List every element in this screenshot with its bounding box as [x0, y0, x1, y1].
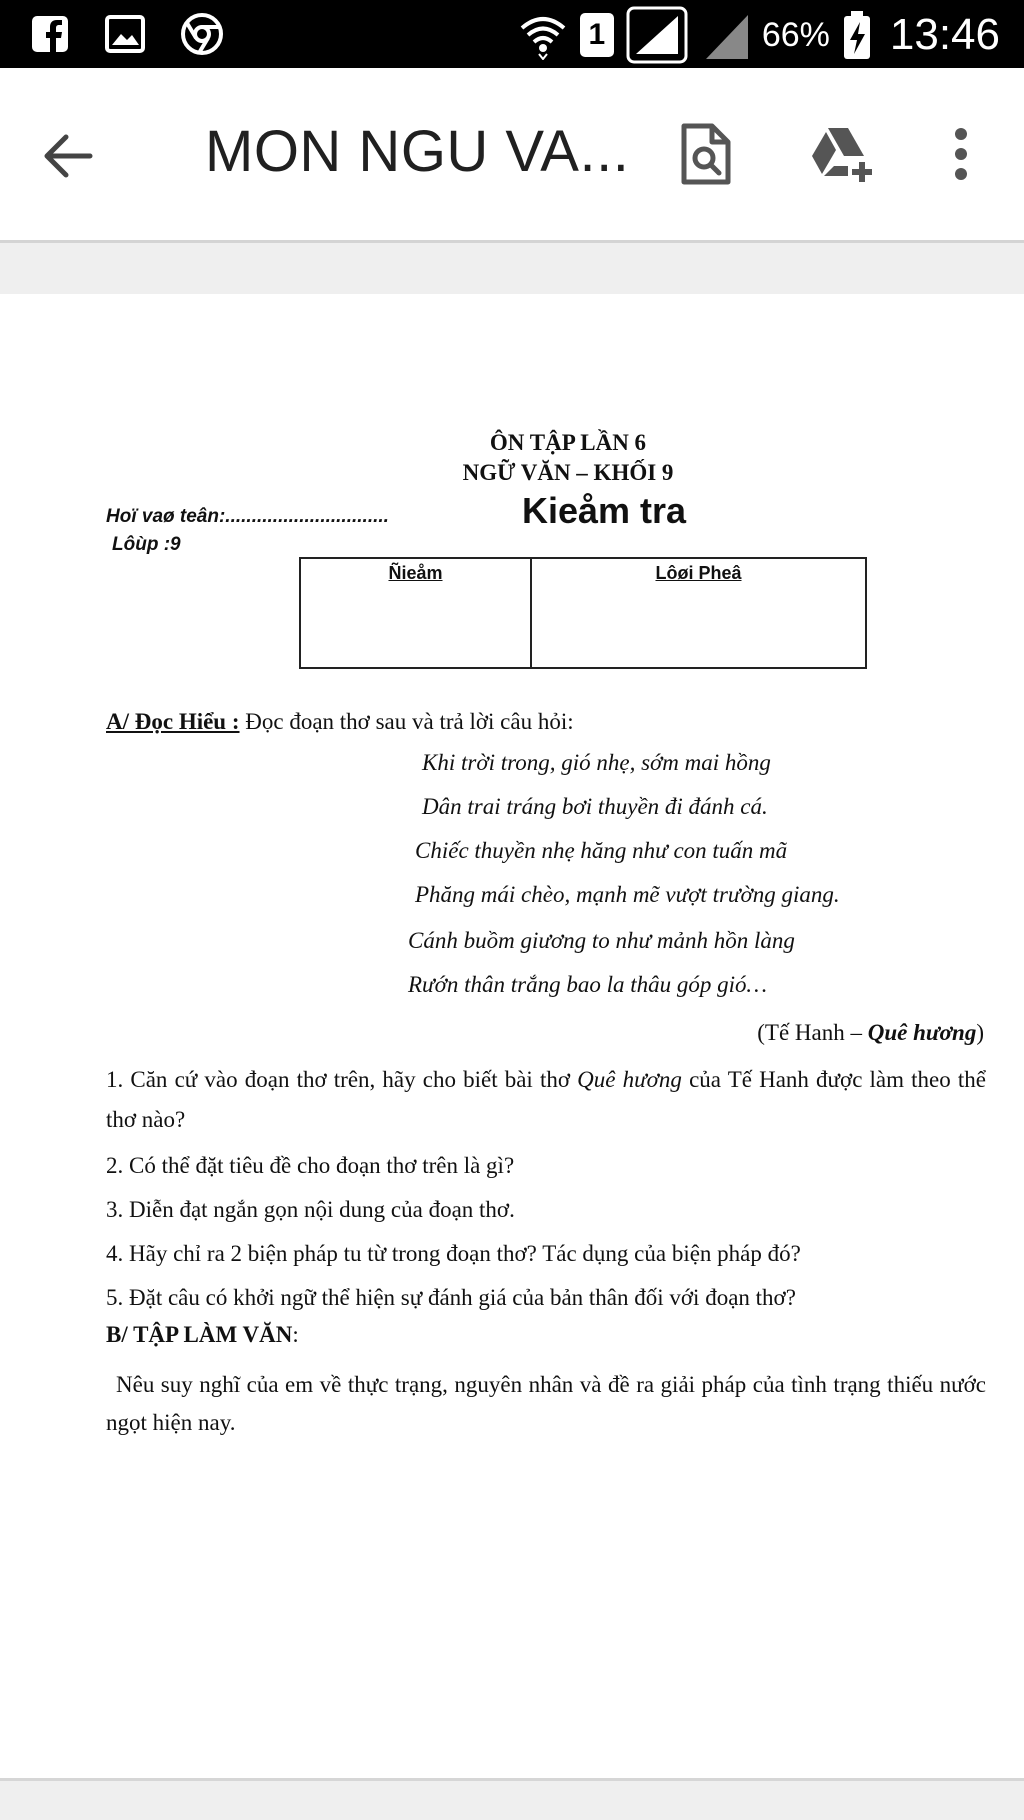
- poem-line: Khi trời trong, gió nhẹ, sớm mai hồng: [422, 750, 771, 775]
- poem-line: Chiếc thuyền nhẹ hăng như con tuấn mã: [415, 838, 788, 863]
- drive-add-icon: [808, 124, 876, 184]
- question-1-work: Quê hương: [577, 1067, 682, 1092]
- section-b-colon: :: [292, 1322, 299, 1347]
- test-title: Kieåm tra: [522, 490, 687, 531]
- essay-prompt: Nêu suy nghĩ của em về thực trạng, nguyên nhân và đề ra giải pháp của tình trạng thiếu nước ngọt hiện nay.: [106, 1372, 986, 1435]
- status-bar: [0, 0, 1024, 68]
- student-name-field: Hoï vaø teân:...............................: [106, 506, 389, 527]
- credit-author: (Tế Hanh –: [757, 1020, 868, 1045]
- more-options-button[interactable]: [925, 118, 997, 190]
- find-in-document-button[interactable]: [670, 118, 742, 190]
- question-2: 2. Có thể đặt tiêu đề cho đoạn thơ trên là gì?: [106, 1153, 515, 1178]
- status-left-icons: [30, 12, 224, 56]
- section-a-text: Đọc đoạn thơ sau và trả lời câu hỏi:: [239, 709, 574, 734]
- section-b-label: B/ TẬP LÀM VĂN: [106, 1322, 293, 1347]
- section-b-heading: [106, 1322, 299, 1348]
- gallery-icon: [104, 14, 146, 54]
- signal-icon: [626, 6, 690, 64]
- credit-work: Quê hương: [867, 1020, 977, 1045]
- poem-credit: [757, 1020, 984, 1046]
- battery-percent: 66%: [761, 15, 830, 54]
- comment-header: Lôøi Pheâ: [655, 563, 742, 583]
- question-4: 4. Hãy chỉ ra 2 biện pháp tu từ trong đoạn thơ? Tác dụng của biện pháp đó?: [106, 1241, 801, 1266]
- score-table: [299, 557, 867, 669]
- signal-secondary-icon: [702, 9, 750, 61]
- heading-2: NGỮ VĂN – KHỐI 9: [462, 460, 674, 485]
- status-right-icons: [518, 6, 1000, 64]
- more-vert-icon: [951, 126, 971, 182]
- wifi-icon: [518, 10, 568, 60]
- sim-indicator: 1: [580, 13, 614, 57]
- comment-column: [532, 559, 865, 667]
- chrome-icon: [180, 12, 224, 56]
- search-document-icon: [678, 122, 734, 186]
- question-3: 3. Diễn đạt ngắn gọn nội dung của đoạn thơ.: [106, 1197, 515, 1222]
- student-class-field: Lôùp :9: [112, 534, 181, 555]
- question-1-text: 1. Căn cứ vào đoạn thơ trên, hãy cho biết bài thơ: [106, 1067, 578, 1092]
- section-a-label: A/ Đọc Hiểu :: [106, 709, 240, 734]
- arrow-back-icon: [36, 124, 100, 188]
- poem-line: Rướn thân trắng bao la thâu góp gió…: [408, 972, 767, 997]
- question-1-text-end: của Tế Hanh được làm theo thể thơ nào?: [106, 1067, 986, 1132]
- poem-line: Cánh buồm giương to như mảnh hồn làng: [408, 928, 795, 953]
- poem-line: Dân trai tráng bơi thuyền đi đánh cá.: [422, 794, 768, 819]
- credit-end: ): [976, 1020, 984, 1045]
- score-header: Ñieåm: [388, 563, 443, 583]
- app-bar: [0, 68, 1024, 243]
- score-column: [301, 559, 532, 667]
- question-1: [106, 1060, 986, 1140]
- poem-line: Phăng mái chèo, mạnh mẽ vượt trường giang.: [415, 882, 840, 907]
- battery-charging-icon: [842, 10, 872, 60]
- document-page[interactable]: [0, 294, 1024, 1778]
- facebook-icon: [30, 14, 70, 54]
- back-button[interactable]: [36, 124, 100, 188]
- page-divider: [0, 1778, 1024, 1781]
- section-a-intro: [106, 702, 574, 742]
- question-5: 5. Đặt câu có khởi ngữ thể hiện sự đánh giá của bản thân đối với đoạn thơ?: [106, 1285, 796, 1310]
- heading-1: ÔN TẬP LẦN 6: [489, 430, 647, 455]
- add-to-drive-button[interactable]: [806, 118, 878, 190]
- document-title: MON NGU VA...: [205, 119, 630, 184]
- clock-time: 13:46: [889, 10, 1000, 59]
